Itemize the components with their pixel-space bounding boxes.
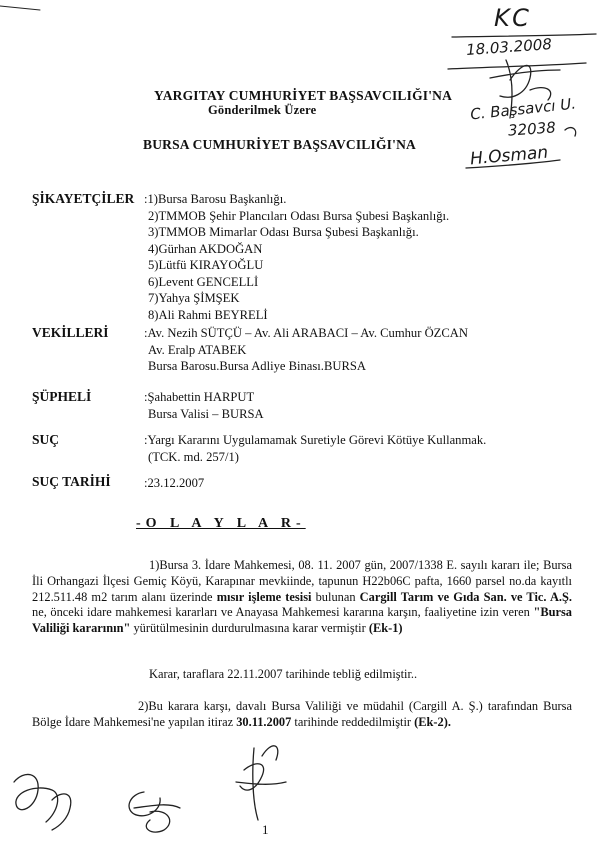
complainant-item: 2)TMMOB Şehir Plancıları Odası Bursa Şubesi Başkanlığı.: [148, 208, 450, 223]
signature-2: [129, 792, 180, 832]
complainant-item: :1)Bursa Barosu Başkanlığı.: [144, 192, 287, 206]
registry-line-2: 32038: [507, 118, 557, 140]
p1-bold-facility: mısır işleme tesisi: [216, 589, 312, 604]
events-paragraph-2: Karar, taraflara 22.11.2007 tarihinde tebliğ edilmiştir..: [149, 667, 418, 681]
p3-bold-annex: (Ek-2).: [414, 714, 451, 729]
complainant-item: 4)Gürhan AKDOĞAN: [148, 241, 263, 256]
complainant-item: 7)Yahya ŞİMŞEK: [148, 291, 240, 305]
p1-text: ne, önceki idare mahkemesi kararları ve Anayasa Mahkemesi kararına karşın, faaliyetine izin veren: [32, 605, 534, 620]
header-line-3: BURSA CUMHURİYET BAŞSAVCILIĞI'NA: [143, 137, 416, 152]
complainant-item: 3)TMMOB Mimarlar Odası Bursa Şubesi Başkanlığı.: [148, 225, 419, 239]
crime-article: (TCK. md. 257/1): [148, 449, 239, 464]
crime-date-label: SUÇ TARİHİ: [32, 474, 111, 489]
top-right-signature: [490, 60, 560, 118]
complainant-item: 6)Levent GENCELLİ: [148, 274, 259, 289]
header-line-2: Gönderilmek Üzere: [208, 103, 317, 117]
signature-1: [14, 774, 71, 830]
p3-bold-date: 30.11.2007: [236, 714, 292, 729]
crime-date-value: :23.12.2007: [144, 476, 205, 490]
p3-text: tarihinde reddedilmiştir: [291, 714, 415, 729]
date-underline: [448, 63, 586, 69]
complainant-item: 8)Ali Rahmi BEYRELİ: [148, 307, 268, 322]
p3-text: 2)Bu karara karşı, davalı Bursa Valiliği ve müdahil (Cargill A. Ş.) tarafından Bursa Bölge İdare Mahkemesi'ne yapılan itiraz: [32, 699, 572, 729]
signature-3: [236, 746, 286, 820]
attorneys-line: Av. Eralp ATABEK: [148, 342, 247, 357]
registry-mark: [565, 128, 576, 136]
registry-underline: [466, 160, 560, 168]
p1-bold-company: Cargill Tarım ve Gıda San. ve Tic. A.Ş.: [359, 589, 572, 604]
complainants-label: ŞİKAYETÇİLER: [32, 191, 135, 206]
attorneys-label: VEKİLLERİ: [32, 325, 109, 340]
suspect-label: ŞÜPHELİ: [32, 389, 92, 404]
attorneys-line: :Av. Nezih SÜTÇÜ – Av. Ali ARABACI – Av. Cumhur ÖZCAN: [144, 326, 468, 340]
stamp-underline: [452, 34, 596, 37]
scan-mark: [0, 6, 40, 10]
header-line-1: YARGITAY CUMHURİYET BAŞSAVCILIĞI'NA: [154, 88, 453, 103]
suspect-title: Bursa Valisi – BURSA: [148, 406, 264, 421]
stamp-code: KC: [494, 4, 532, 32]
section-title: -O L A Y L A R-: [136, 516, 306, 531]
registry-line-3: H.Osman: [469, 142, 549, 170]
p1-text: bulunan: [311, 589, 360, 604]
handwritten-date: 18.03.2008: [465, 35, 553, 59]
p1-text: 1)Bursa 3. İdare Mahkemesi, 08. 11. 2007 gün, 2007/1338 E. sayılı kararı ile; Bursa İli Orhangazi İlçesi Gemiç Köyü, Karapınar mevkiinde, tapunun H22b06C pafta, 1660 parsel no.da kayıtlı 212.511.48 m2 tarım alanı üzerinde: [32, 558, 572, 604]
p1-text: yürütülmesinin durdurulmasına karar vermiştir: [130, 621, 369, 636]
p1-bold-decision: "Bursa Valiliği kararının": [32, 605, 572, 636]
crime-label: SUÇ: [32, 432, 60, 447]
complainant-item: 5)Lütfü KIRAYOĞLU: [148, 258, 264, 272]
registry-line-1: C. Başsavcı U.: [469, 94, 577, 124]
p1-bold-annex: (Ek-1): [368, 621, 403, 636]
page-number: 1: [262, 822, 269, 837]
attorneys-address: Bursa Barosu.Bursa Adliye Binası.BURSA: [148, 359, 366, 373]
suspect-name: :Şahabettin HARPUT: [144, 390, 255, 404]
crime-description: :Yargı Kararını Uygulamamak Suretiyle Görevi Kötüye Kullanmak.: [144, 433, 487, 447]
